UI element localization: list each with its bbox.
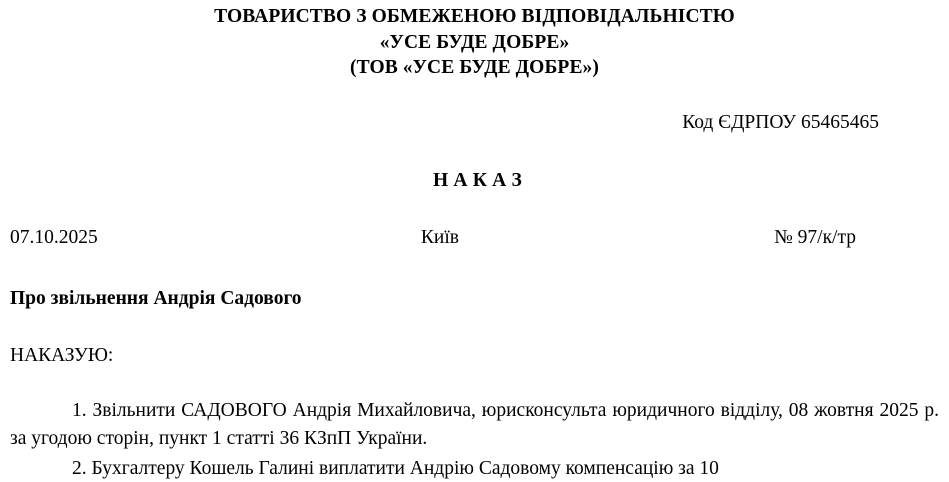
document-meta-row [8,227,941,249]
document-page [0,4,949,479]
edrpou-code: Код ЄДРПОУ 65465465 [682,112,879,134]
organization-line-1: ТОВАРИСТВО З ОБМЕЖЕНОЮ ВІДПОВІДАЛЬНІСТЮ [214,6,735,27]
document-number: № 97/к/тр [774,227,856,249]
document-city: Київ [420,227,459,249]
organization-header [8,4,941,81]
document-subject: Про звільнення Андрія Садового [10,288,302,310]
organization-line-2: «УСЕ БУДЕ ДОБРЕ» [379,31,570,53]
order-paragraph-1: 1. Звільнити САДОВОГО Андрія Михайловича, юрисконсульта юридичного відділу, 08 жовтня 2025 р. за угодою сторін, пункт 1 статті 36 КЗпП України. [10,400,939,449]
document-title: Н А К А З [432,170,523,192]
organization-line-3: (ТОВ «УСЕ БУДЕ ДОБРЕ») [350,57,599,79]
document-date: 07.10.2025 [10,227,98,249]
order-keyword: НАКАЗУЮ: [10,345,114,367]
order-paragraph-2: 2. Бухгалтеру Кошель Галині виплатити Андрію Садовому компенсацію за 10 [72,457,719,479]
